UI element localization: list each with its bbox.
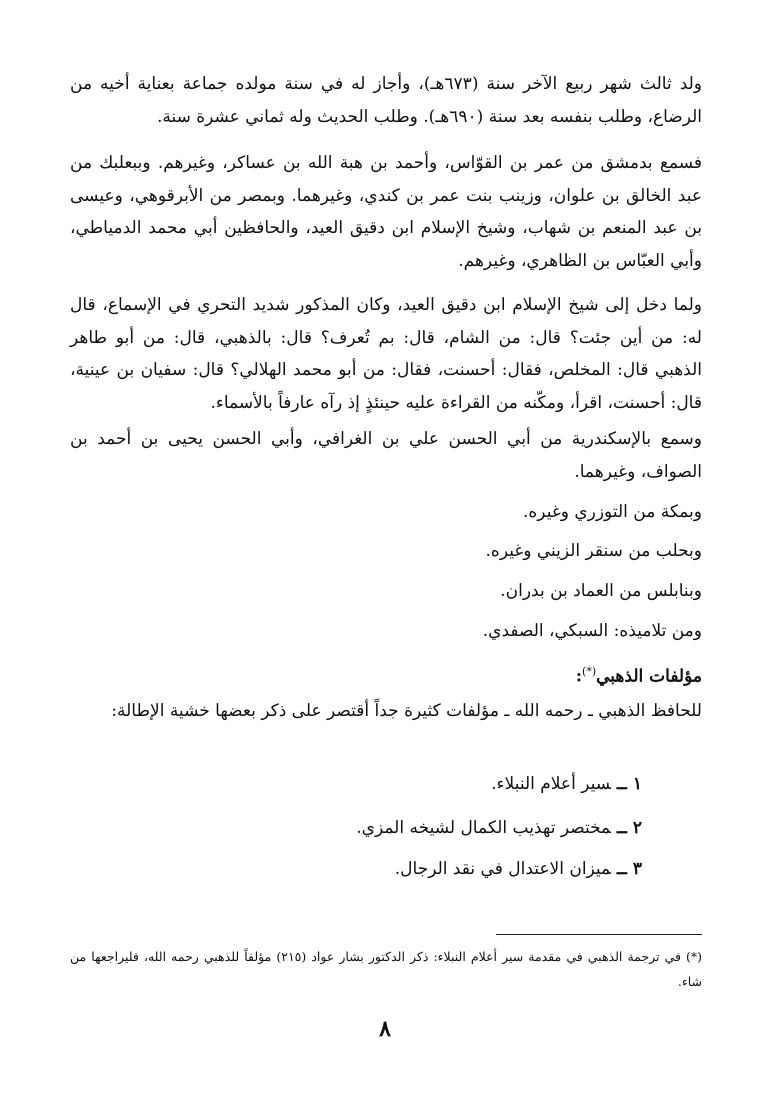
list-text: مختصر تهذيب الكمال لشيخه المزي. (356, 818, 611, 838)
paragraph-works-intro: للحافظ الذهبي ـ رحمه الله ـ مؤلفات كثيرة جداً أقتصر على ذكر بعضها خشية الإطالة: (111, 701, 702, 721)
list-text: ميزان الاعتدال في نقد الرجال. (394, 859, 611, 879)
section-heading-text: مؤلفات الذهبي (596, 666, 702, 687)
paragraph-birth: ولد ثالث شهر ربيع الآخر سنة (٦٧٣هـ)، وأجاز له في سنة مولده جماعة بعناية أخيه من الرضاع، وطلب بنفسه بعد سنة (٦٩٠هـ). وطلب الحديث وله ثماني عشرة سنة. (70, 74, 703, 127)
list-dash: ــ (616, 859, 627, 879)
list-number: ٣ (632, 859, 642, 879)
footnote-divider (496, 934, 702, 935)
line-makkah: وبمكة من التوزري وغيره. (523, 502, 702, 522)
list-number: ١ (632, 774, 642, 794)
heading-colon: : (575, 666, 583, 687)
footnote: (*) في ترجمة الذهبي في مقدمة سير أعلام النبلاء: ذكر الدكتور بشار عواد (٢١٥) مؤلفاً للذهبي رحمه الله، فليراجعها من شاء. (70, 949, 702, 989)
list-item (356, 812, 642, 844)
footnote-marker: (*) (582, 665, 597, 678)
line-students: ومن تلاميذه: السبكي، الصفدي. (482, 621, 702, 641)
list-item (491, 768, 642, 800)
list-text: سير أعلام النبلاء. (491, 774, 611, 794)
page-number: ٨ (379, 1016, 391, 1042)
list-dash: ــ (616, 818, 627, 838)
section-heading (576, 656, 702, 693)
line-aleppo: وبحلب من سنقر الزيني وغيره. (485, 541, 702, 561)
list-number: ٢ (632, 818, 642, 838)
list-item (395, 853, 642, 885)
list-dash: ــ (616, 774, 627, 794)
paragraph-alexandria: وسمع بالإسكندرية من أبي الحسن علي بن الغرافي، وأبي الحسن يحيى بن أحمد بن الصواف، وغيرهما. (70, 429, 702, 482)
line-nablus: وبنابلس من العماد بن بدران. (500, 581, 702, 601)
paragraph-teachers: فسمع بدمشق من عمر بن القوّاس، وأحمد بن هبة الله بن عساكر، وغيرهم. وببعلبك من عبد الخالق بن علوان، وزينب بنت عمر بن كندي، وغيرهما. وبمصر من الأبرقوهي، وعيسى بن عبد المنعم بن شهاب، وشيخ الإسلام ابن دقيق العيد، والحافظين أبي محمد الدمياطي، وأبي العبّاس بن الظاهري، وغيرهم. (70, 153, 702, 271)
paragraph-ibn-daqiq: ولما دخل إلى شيخ الإسلام ابن دقيق العيد، وكان المذكور شديد التحري في الإسماع، قال له: من أين جئت؟ قال: من الشام، قال: بم تُعرف؟ قال: بالذهبي، قال: من أبو طاهر الذهبي قال: المخلص، فقال: أحسنت، فقال: من أبو محمد الهلالي؟ قال: سفيان بن عينية، قال: أحسنت، اقرأ، ومكّنه من القراءة عليه حينئذٍ إذ رآه عارفاً بالأسماء. (70, 295, 702, 413)
